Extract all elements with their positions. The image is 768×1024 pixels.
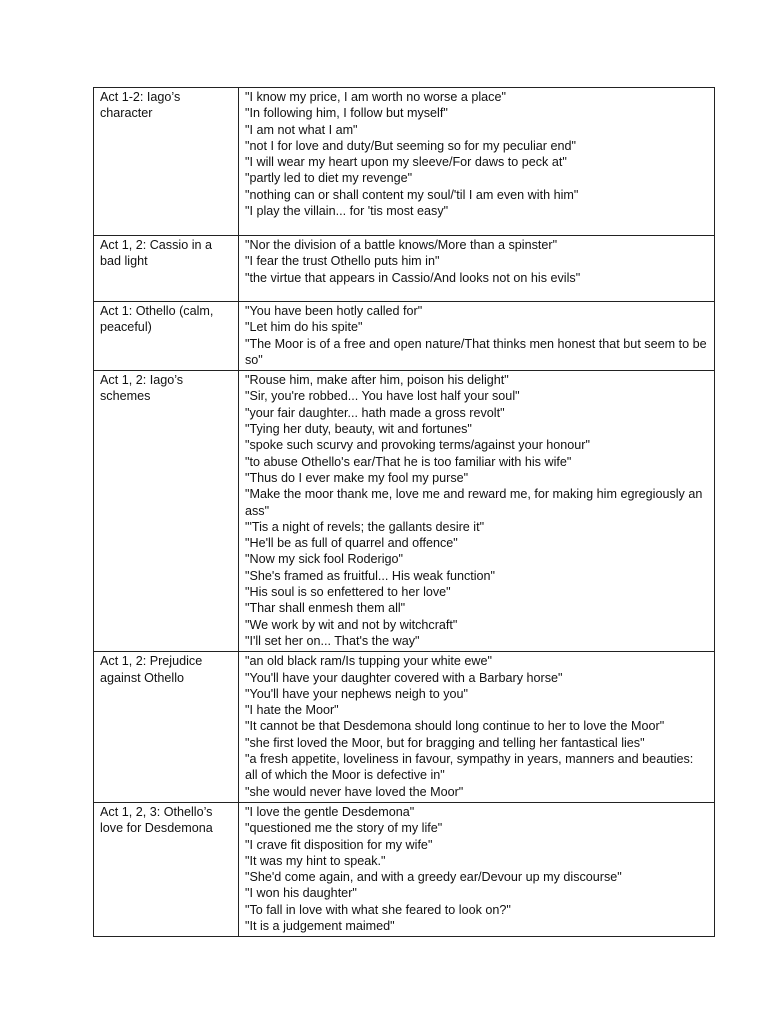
table-row xyxy=(94,88,715,236)
topic-cell: Act 1, 2: Prejudice against Othello xyxy=(94,652,239,803)
quotes-cell: "I know my price, I am worth no worse a place" "In following him, I follow but myself" "I am not what I am" "not I for love and duty/But seeming so for my peculiar end" "I will wear my heart upon my sleeve/For daws to peck at" "partly led to diet my revenge" "nothing can or shall content my soul/'til I am even with him" "I play the villain... for 'tis most easy" xyxy=(239,88,715,236)
quotes-cell: "You have been hotly called for" "Let him do his spite" "The Moor is of a free and open nature/That thinks men honest that but seem to be so" xyxy=(239,302,715,371)
table-row xyxy=(94,802,715,936)
quotes-cell: "an old black ram/Is tupping your white ewe" "You'll have your daughter covered with a Barbary horse" "You'll have your nephews neigh to you" "I hate the Moor" "It cannot be that Desdemona should long continue to her to love the Moor" "she first loved the Moor, but for bragging and telling her fantastical lies" "a fresh appetite, loveliness in favour, sympathy in years, manners and beauties: all of which the Moor is defective in" "she would never have loved the Moor" xyxy=(239,652,715,803)
quotes-cell: "I love the gentle Desdemona" "questioned me the story of my life" "I crave fit disposition for my wife" "It was my hint to speak." "She'd come again, and with a greedy ear/Devour up my discourse" "I won his daughter" "To fall in love with what she feared to look on?" "It is a judgement maimed" xyxy=(239,802,715,936)
table-row xyxy=(94,652,715,803)
quotes-table xyxy=(93,87,715,937)
topic-cell: Act 1, 2: Cassio in a bad light xyxy=(94,236,239,302)
topic-cell: Act 1, 2: Iago’s schemes xyxy=(94,371,239,652)
table-row xyxy=(94,371,715,652)
topic-cell: Act 1-2: Iago’s character xyxy=(94,88,239,236)
quotes-cell: "Nor the division of a battle knows/More than a spinster" "I fear the trust Othello puts him in" "the virtue that appears in Cassio/And looks not on his evils" xyxy=(239,236,715,302)
quotes-cell: "Rouse him, make after him, poison his delight" "Sir, you're robbed... You have lost half your soul" "your fair daughter... hath made a gross revolt" "Tying her duty, beauty, wit and fortunes" "spoke such scurvy and provoking terms/against your honour" "to abuse Othello's ear/That he is too familiar with his wife" "Thus do I ever make my fool my purse" "Make the moor thank me, love me and reward me, for making him egregiously an ass" "'Tis a night of revels; the gallants desire it" "He'll be as full of quarrel and offence" "Now my sick fool Roderigo" "She's framed as fruitful... His weak function" "His soul is so enfettered to her love" "Thar shall enmesh them all" "We work by wit and not by witchcraft" "I'll set her on... That's the way" xyxy=(239,371,715,652)
topic-cell: Act 1, 2, 3: Othello’s love for Desdemona xyxy=(94,802,239,936)
table-row xyxy=(94,302,715,371)
topic-cell: Act 1: Othello (calm, peaceful) xyxy=(94,302,239,371)
table-row xyxy=(94,236,715,302)
